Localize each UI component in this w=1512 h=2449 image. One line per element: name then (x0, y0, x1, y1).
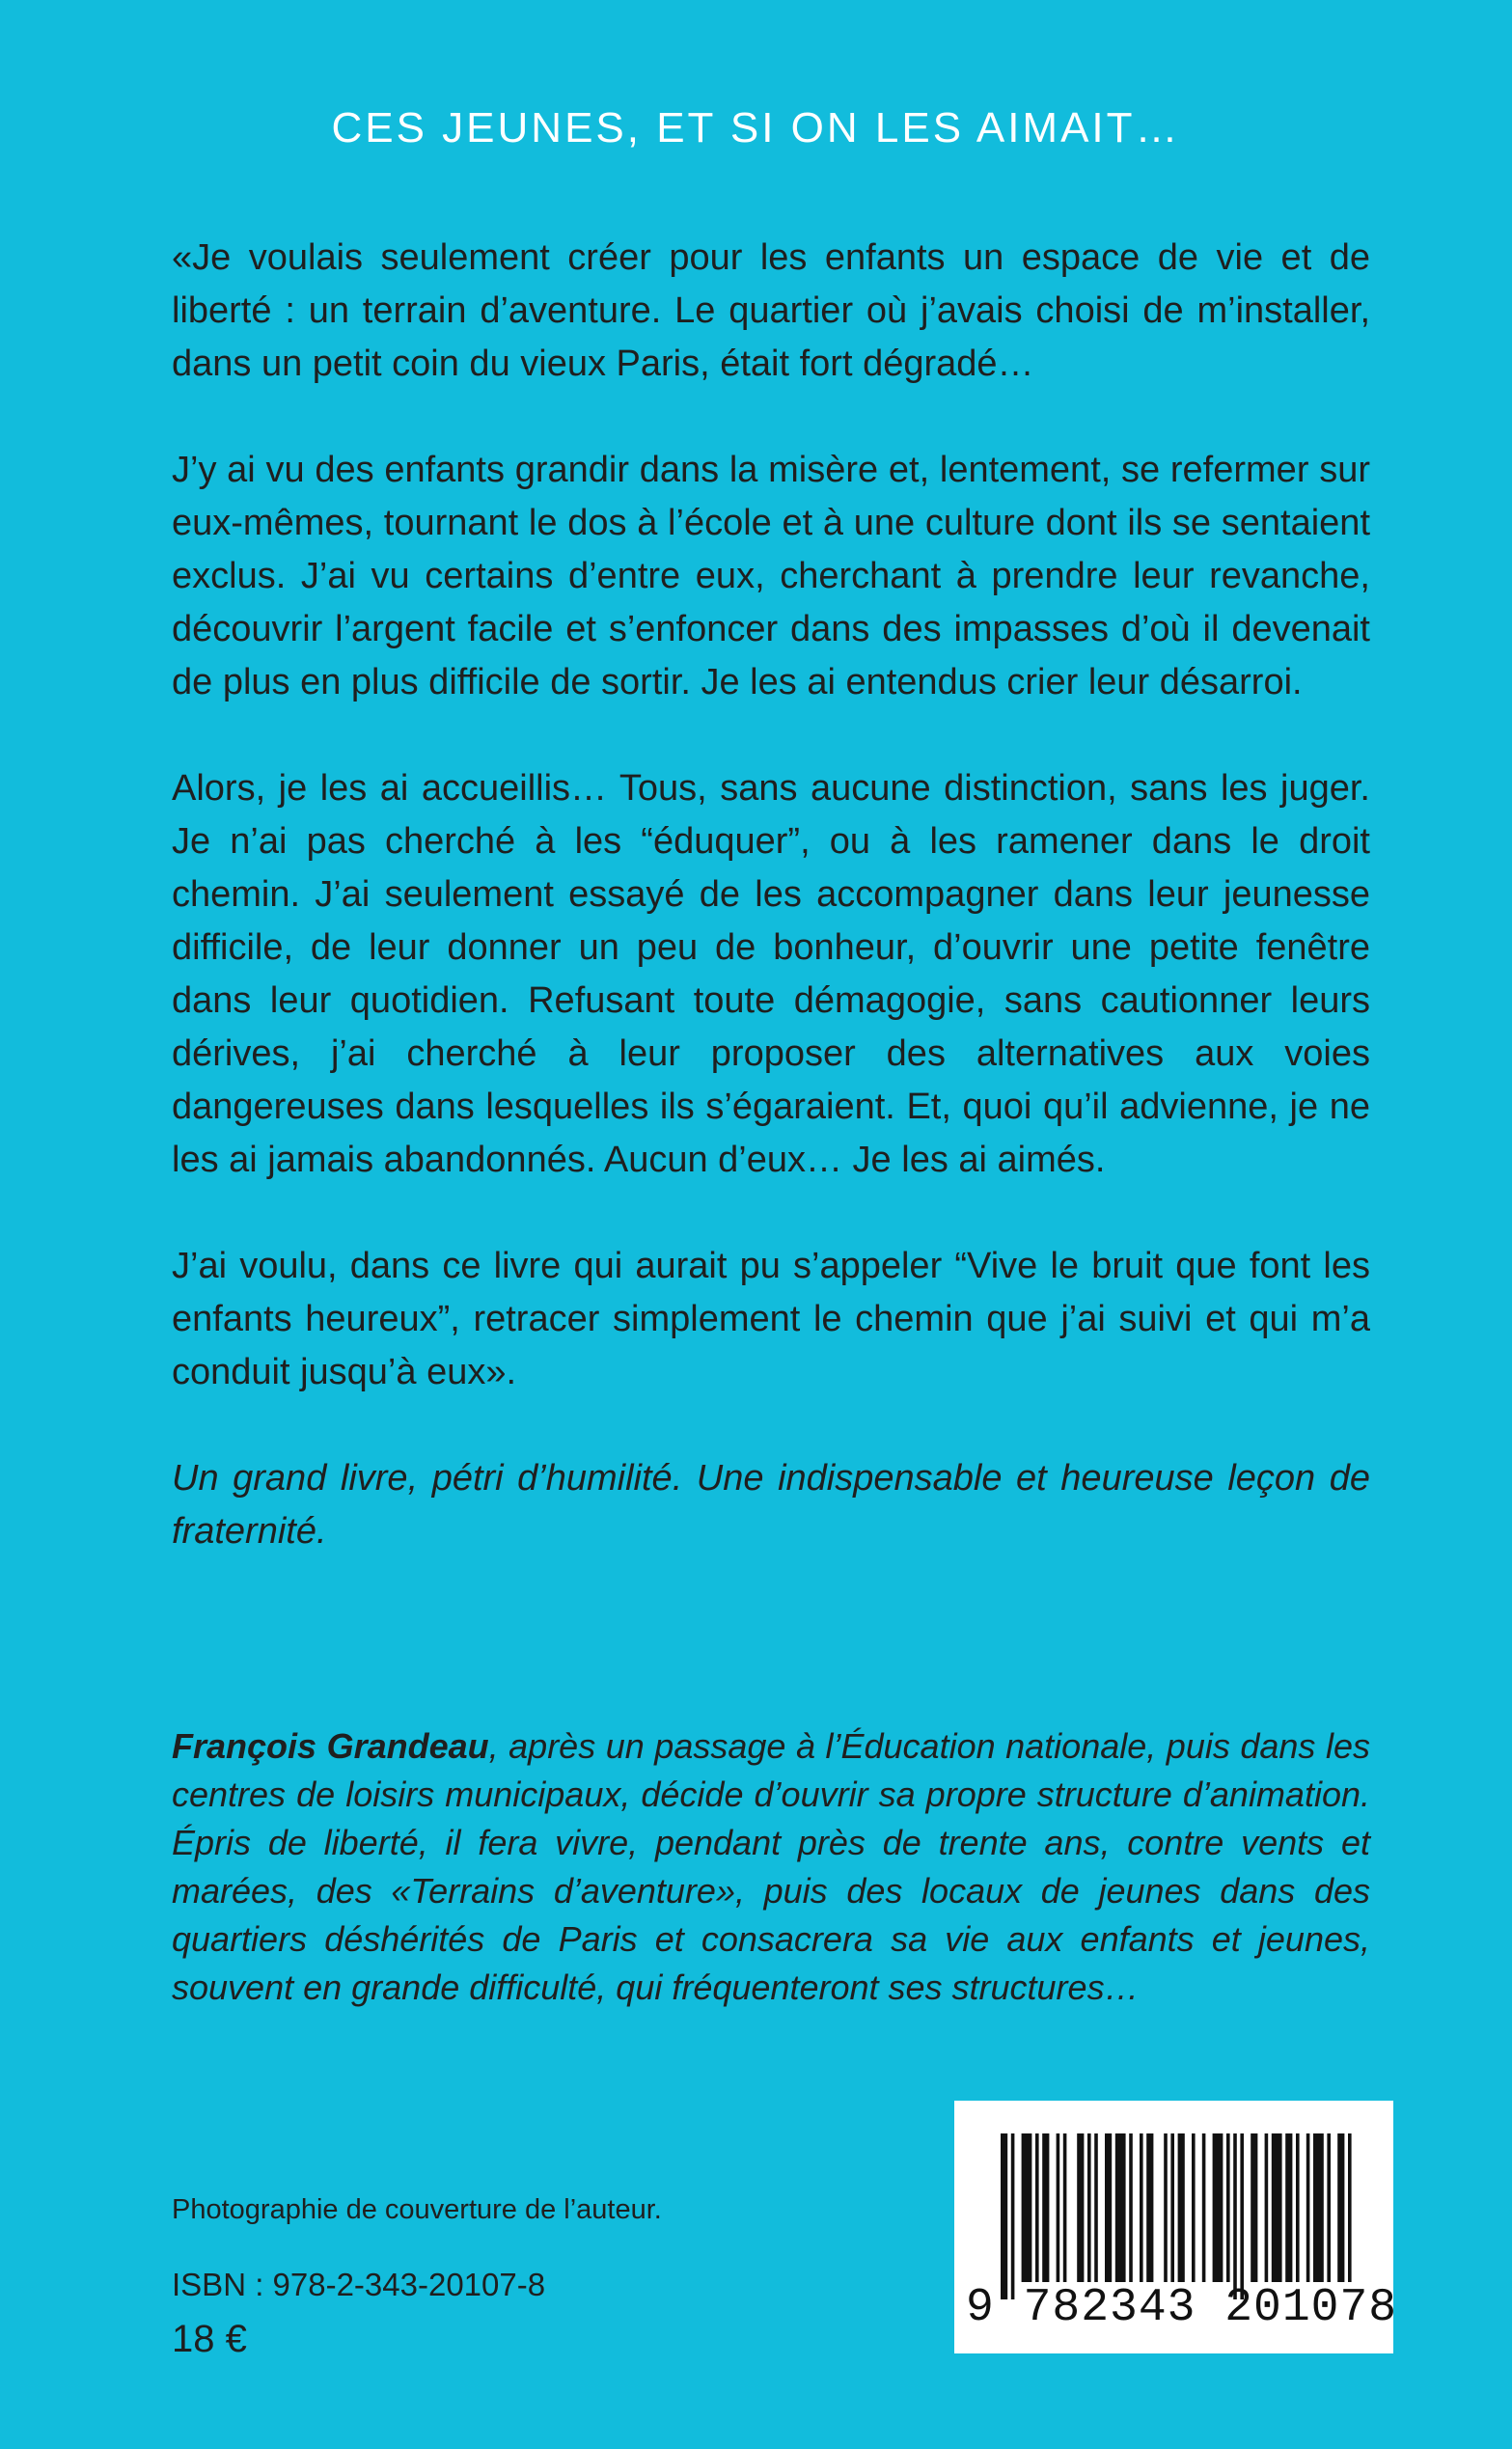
barcode-bar (1001, 2133, 1007, 2299)
barcode-bar (1348, 2133, 1352, 2282)
barcode-bar (1313, 2133, 1324, 2282)
isbn: ISBN : 978-2-343-20107-8 (172, 2267, 546, 2302)
barcode-bar (1094, 2133, 1098, 2282)
tagline: Un grand livre, pétri d’humilité. Une indispensable et heureuse leçon de fraternité. (172, 1458, 1370, 1552)
barcode-bar (1213, 2133, 1223, 2282)
barcode-bar (1115, 2133, 1126, 2282)
barcode-bar (1337, 2133, 1344, 2282)
blurb-paragraph-4: J’ai voulu, dans ce livre qui aurait pu s’appeler “Vive le bruit que font les enfants heureux”, retracer simplement le chemin que j’ai suivi et qui m’a conduit jusqu’à eux». (172, 1246, 1370, 1392)
barcode-bar (1233, 2133, 1237, 2299)
book-title: CES JEUNES, ET SI ON LES AIMAIT… (331, 104, 1181, 151)
blurb-paragraph-3: Alors, je les ai accueillis… Tous, sans aucune distinction, sans les juger. Je n’ai pas cherché à les “éduquer”, ou à les ramener dans le droit chemin. J’ai seulement essayé de les accompagner dans leur jeunesse difficile, de leur donner un peu de bonheur, d’ouvrir une petite fenêtre dans leur quotidien. Refusant toute démagogie, sans cautionner leurs dérives, j’ai cherché à leur proposer des alternatives aux voies dangereuses dans lesquelles ils s’égaraient. Et, quoi qu’il advienne, je ne les ai jamais abandonnés. Aucun d’eux… Je les ai aimés. (172, 768, 1370, 1180)
barcode-bar (1087, 2133, 1091, 2282)
barcode-bar (1105, 2133, 1112, 2282)
barcode-bar (1022, 2133, 1032, 2282)
author-bio (172, 1722, 1370, 2012)
author-name: François Grandeau (172, 1726, 489, 1766)
price: 18 € (172, 2318, 247, 2360)
barcode-bar (1285, 2133, 1292, 2282)
blurb-paragraph-2: J’y ai vu des enfants grandir dans la misère et, lentement, se refermer sur eux-mêmes, tournant le dos à l’école et à une culture dont ils se sentaient exclus. J’ai vu certains d’entre eux, cherchant à prendre leur revanche, découvrir l’argent facile et s’enfoncer dans des impasses d’où il devenait de plus en plus difficile de sortir. Je les ai entendus crier leur désarroi. (172, 450, 1370, 702)
barcode-bar (1146, 2133, 1153, 2282)
barcode-bar (1192, 2133, 1196, 2282)
barcode-bar (1077, 2133, 1084, 2282)
barcode-bar (1057, 2133, 1060, 2282)
barcode-bar (1042, 2133, 1049, 2282)
barcode-bar (1178, 2133, 1185, 2282)
barcode-bar (1140, 2133, 1143, 2282)
barcode-digits: 9 782343 201078 (966, 2282, 1398, 2334)
barcode-bar (1011, 2133, 1015, 2299)
barcode-bar (1226, 2133, 1230, 2282)
author-bio-text: , après un passage à l’Éducation nationale, puis dans les centres de loisirs municipaux, décide d’ouvrir sa propre structure d’animation. Épris de liberté, il fera vivre, pendant près de trente ans, contre vents et marées, des «Terrains d’aventure», puis des locaux de jeunes dans des quartiers déshérités de Paris et consacrera sa vie aux enfants et jeunes, souvent en grande difficulté, qui fréquenteront ses structures… (172, 1726, 1370, 2007)
blurb-paragraph-1: «Je voulais seulement créer pour les enfants un espace de vie et de liberté : un terrain d’aventure. Le quartier où j’avais choisi de m’installer, dans un petit coin du vieux Paris, était fort dégradé… (172, 237, 1370, 384)
barcode-bar (1170, 2133, 1174, 2282)
blurb-section (172, 232, 1370, 1611)
barcode-bar (1306, 2133, 1310, 2282)
barcode-bar (1063, 2133, 1067, 2282)
barcode-bar (1327, 2133, 1331, 2282)
barcode-bar (1240, 2133, 1244, 2299)
barcode-bar (1251, 2133, 1257, 2282)
barcode-bar (1265, 2133, 1269, 2282)
barcode-bar (1164, 2133, 1168, 2282)
barcode-bar (1202, 2133, 1206, 2282)
barcode-bar (1272, 2133, 1282, 2282)
barcode-bar (1296, 2133, 1300, 2282)
barcode (954, 2101, 1398, 2353)
barcode-bar (1035, 2133, 1039, 2282)
photo-credit: Photographie de couverture de l’auteur. (172, 2194, 662, 2225)
barcode-bar (1129, 2133, 1133, 2282)
